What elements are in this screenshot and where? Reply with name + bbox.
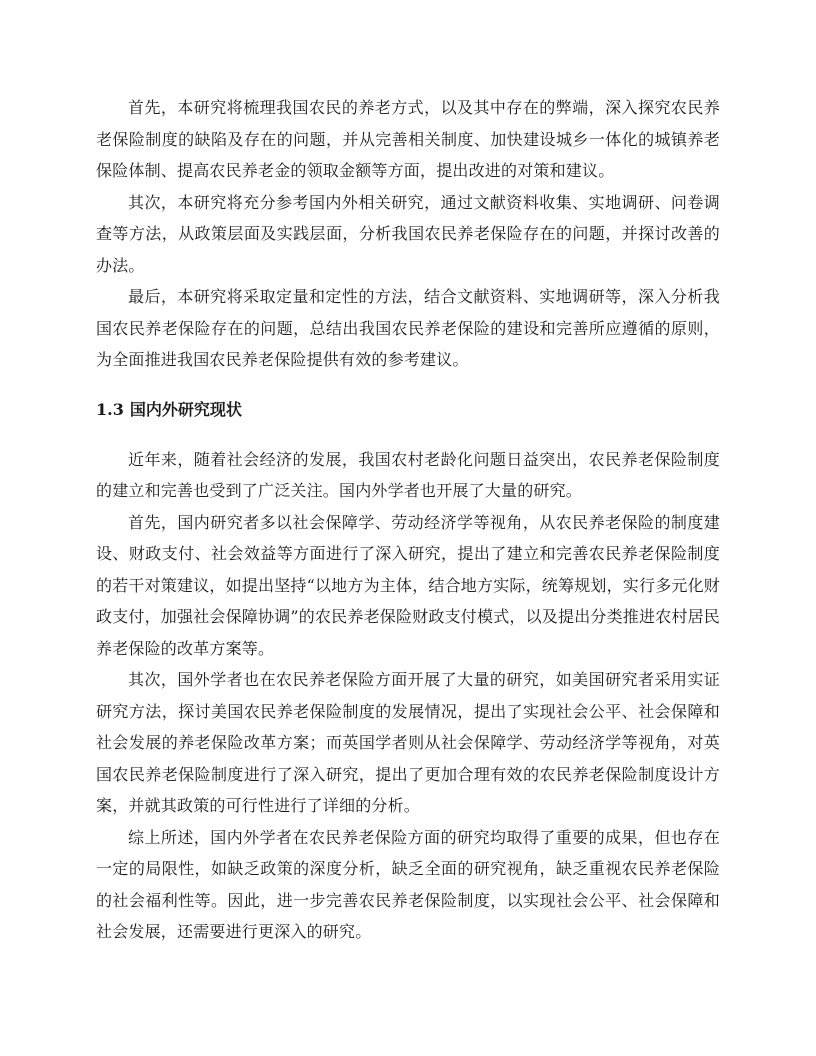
paragraph-domestic-research: 首先，国内研究者多以社会保障学、劳动经济学等视角，从农民养老保险的制度建设、财政支付、社会效益等方面进行了深入研究，提出了建立和完善农民养老保险制度的若干对策建议，如提出坚持“以地方为主体，结合地方实际，统筹规划，实行多元化财政支付，加强社会保障协调”的农民养老保险财政支付模式，以及提出分类推进农村居民养老保险的改革方案等。 xyxy=(96,512,720,658)
paragraph-research-method-1: 首先，本研究将梳理我国农民的养老方式，以及其中存在的弊端，深入探究农民养老保险制度的缺陷及存在的问题，并从完善相关制度、加快建设城乡一体化的城镇养老保险体制、提高农民养老金的领取金额等方面，提出改进的对策和建议。 xyxy=(96,98,720,180)
paragraph-research-method-3: 最后，本研究将采取定量和定性的方法，结合文献资料、实地调研等，深入分析我国农民养老保险存在的问题，总结出我国农民养老保险的建设和完善所应遵循的原则，为全面推进我国农民养老保险提供有效的参考建议。 xyxy=(96,287,720,369)
paragraph-summary: 综上所述，国内外学者在农民养老保险方面的研究均取得了重要的成果，但也存在一定的局限性，如缺乏政策的深度分析，缺乏全面的研究视角，缺乏重视农民养老保险的社会福利性等。因此，进一步完善农民养老保险制度，以实现社会公平、社会保障和社会发展，还需要进行更深入的研究。 xyxy=(96,827,720,941)
document-page xyxy=(96,92,720,948)
paragraph-research-method-2: 其次，本研究将充分参考国内外相关研究，通过文献资料收集、实地调研、问卷调查等方法，从政策层面及实践层面，分析我国农民养老保险存在的问题，并探讨改善的办法。 xyxy=(96,192,720,275)
section-heading xyxy=(96,398,720,422)
paragraph-literature-overview: 近年来，随着社会经济的发展，我国农村老龄化问题日益突出，农民养老保险制度的建立和完善也受到了广泛关注。国内外学者也开展了大量的研究。 xyxy=(96,449,720,500)
section-number: 1.3 xyxy=(96,399,124,419)
section-title: 国内外研究现状 xyxy=(129,399,242,419)
paragraph-foreign-research: 其次，国外学者也在农民养老保险方面开展了大量的研究，如美国研究者采用实证研究方法，探讨美国农民养老保险制度的发展情况，提出了实现社会公平、社会保障和社会发展的养老保险改革方案；而英国学者则从社会保障学、劳动经济学等视角，对英国农民养老保险制度进行了深入研究，提出了更加合理有效的农民养老保险制度设计方案，并就其政策的可行性进行了详细的分析。 xyxy=(96,670,720,815)
